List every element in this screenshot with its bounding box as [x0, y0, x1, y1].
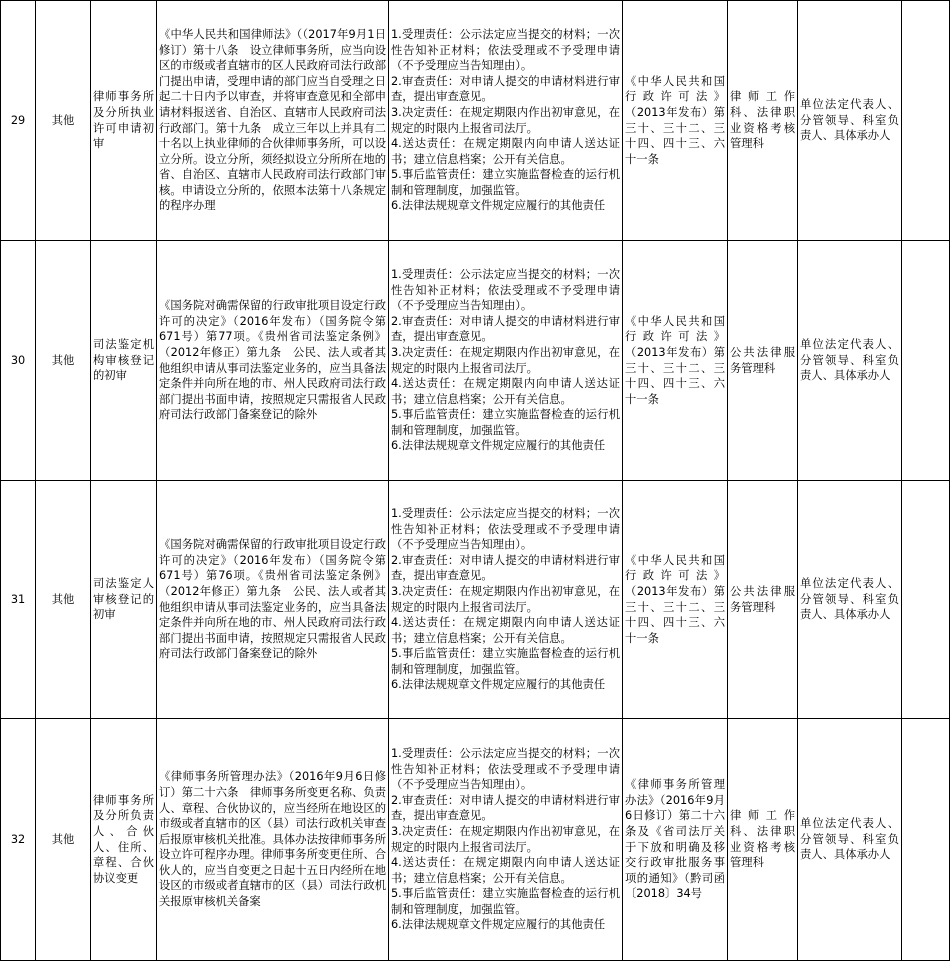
duty-item: 4.送达责任：在规定期限内向申请人送达证书；建立信息档案；公开有关信息。: [391, 377, 620, 406]
duty-item: 1.受理责任：公示法定应当提交的材料；一次性告知补正材料；依法受理或不予受理申请（不予受理应当告知理由）。: [391, 27, 620, 73]
item-category: 其他: [36, 241, 91, 481]
legal-basis: 《中华人民共和国律师法》（（2017年9月1日修订）第十八条 设立律师事务所，应当向设区的市级或者直辖市的区人民政府司法行政部门提出申请，受理申请的部门应当自受理之日起二十日内予以审查，并将审查意见和全部申请材料报送省、自治区、直辖市人民政府司法行政部门。第十九条 成立三年以上并具有二十名以上执业律师的合伙律师事务所，可以设立分所。设立分所，须经拟设立分所所在地的省、自治区、直辖市人民政府司法行政部门审核。申请设立分所的，依照本法第十八条规定的程序办理: [157, 1, 389, 241]
duty-item: 4.送达责任：在规定期限内向申请人送达证书；建立信息档案；公开有关信息。: [391, 137, 620, 166]
duty-item: 5.事后监管责任：建立实施监督检查的运行机制和管理制度，加强监管。: [391, 887, 620, 916]
table-row: [1, 241, 950, 481]
item-name: 律师事务所及分所执业许可申请初审: [91, 1, 157, 241]
responsibility-list: [389, 1, 623, 241]
responsible-person: 单位法定代表人、分管领导、科室负责人、具体承办人: [798, 481, 902, 719]
row-number: 30: [1, 241, 36, 481]
duty-item: 5.事后监管责任：建立实施监督检查的运行机制和管理制度，加强监管。: [391, 408, 620, 437]
duty-item: 5.事后监管责任：建立实施监督检查的运行机制和管理制度，加强监管。: [391, 168, 620, 197]
duty-item: 2.审查责任：对申请人提交的申请材料进行审查，提出审查意见。: [391, 74, 620, 104]
remarks-cell: [902, 1, 950, 241]
item-name: 律师事务所及分所负责人、合伙人、住所、章程、合伙协议变更: [91, 719, 157, 961]
duty-item: 4.送达责任：在规定期限内向申请人送达证书；建立信息档案；公开有关信息。: [391, 616, 620, 645]
duty-item: 1.受理责任：公示法定应当提交的材料；一次性告知补正材料；依法受理或不予受理申请（不予受理应当告知理由）。: [391, 506, 620, 552]
responsibility-basis: 《律师事务所管理办法》（2016年9月6日修订）第二十六条及《省司法厅关于下放和明确及移交行政审批服务事项的通知》（黔司函〔2018〕34号: [623, 719, 728, 961]
legal-basis: 《律师事务所管理办法》（2016年9月6日修订）第二十六条 律师事务所变更名称、负责人、章程、合伙协议的，应当经所在地设区的市级或者直辖市的区（县）司法行政机关审查后报原审核机关批准。具体办法按律师事务所设立许可程序办理。律师事务所变更住所、合伙人的，应当自变更之日起十五日内经所在地设区的市级或者直辖市的区（县）司法行政机关报原审核机关备案: [157, 719, 389, 961]
responsible-person: 单位法定代表人、分管领导、科室负责人、具体承办人: [798, 1, 902, 241]
item-name: 司法鉴定机构审核登记的初审: [91, 241, 157, 481]
remarks-cell: [902, 241, 950, 481]
duty-item: 1.受理责任：公示法定应当提交的材料；一次性告知补正材料；依法受理或不予受理申请（不予受理应当告知理由）。: [391, 746, 620, 792]
table-row: [1, 481, 950, 719]
duty-item: 4.送达责任：在规定期限内向申请人送达证书；建立信息档案；公开有关信息。: [391, 856, 620, 885]
remarks-cell: [902, 719, 950, 961]
duty-item: 1.受理责任：公示法定应当提交的材料；一次性告知补正材料；依法受理或不予受理申请（不予受理应当告知理由）。: [391, 267, 620, 313]
table-row: [1, 719, 950, 961]
duty-item: 6.法律法规规章文件规定应履行的其他责任: [391, 918, 606, 932]
duty-item: 2.审查责任：对申请人提交的申请材料进行审查，提出审查意见。: [391, 793, 620, 823]
duty-item: 3.决定责任：在规定期限内作出初审意见，在规定的时限内上报省司法厅。: [391, 584, 620, 614]
row-number: 29: [1, 1, 36, 241]
duty-item: 3.决定责任：在规定期限内作出初审意见，在规定的时限内上报省司法厅。: [391, 105, 620, 135]
duty-item: 6.法律法规规章文件规定应履行的其他责任: [391, 199, 606, 213]
item-category: 其他: [36, 719, 91, 961]
table-row: [1, 1, 950, 241]
item-category: 其他: [36, 1, 91, 241]
responsible-person: 单位法定代表人、分管领导、科室负责人、具体承办人: [798, 241, 902, 481]
responsible-department: 公共法律服务管理科: [728, 481, 798, 719]
responsibility-list: [389, 719, 623, 961]
responsibility-basis: 《中华人民共和国行政许可法》（2013年发布）第三十、三十二、三十四、四十三、六十一条: [623, 481, 728, 719]
responsibility-basis: 《中华人民共和国行政许可法》（2013年发布）第三十、三十二、三十四、四十三、六十一条: [623, 241, 728, 481]
responsible-person: 单位法定代表人、分管领导、科室负责人、具体承办人: [798, 719, 902, 961]
duty-item: 2.审查责任：对申请人提交的申请材料进行审查，提出审查意见。: [391, 553, 620, 583]
responsible-department: 律师工作科、法律职业资格考核管理科: [728, 719, 798, 961]
legal-basis: 《国务院对确需保留的行政审批项目设定行政许可的决定》（2016年发布）（国务院令第671号）第76项。《贵州省司法鉴定条例》（2012年修正）第九条 公民、法人或者其他组织申请从事司法鉴定业务的，应当具备法定条件并向所在地的市、州人民政府司法行政部门提出书面申请，按照规定只需报省人民政府司法行政部门备案登记的除外: [157, 481, 389, 719]
item-name: 司法鉴定人审核登记的初审: [91, 481, 157, 719]
remarks-cell: [902, 481, 950, 719]
item-category: 其他: [36, 481, 91, 719]
responsibility-basis: 《中华人民共和国行政许可法》（2013年发布）第三十、三十二、三十四、四十三、六十一条: [623, 1, 728, 241]
responsible-department: 公共法律服务管理科: [728, 241, 798, 481]
duty-item: 3.决定责任：在规定期限内作出初审意见，在规定的时限内上报省司法厅。: [391, 824, 620, 854]
row-number: 31: [1, 481, 36, 719]
responsibility-list: [389, 241, 623, 481]
responsibility-list: [389, 481, 623, 719]
duty-item: 5.事后监管责任：建立实施监督检查的运行机制和管理制度，加强监管。: [391, 647, 620, 676]
row-number: 32: [1, 719, 36, 961]
duty-item: 3.决定责任：在规定期限内作出初审意见，在规定的时限内上报省司法厅。: [391, 345, 620, 375]
duty-item: 2.审查责任：对申请人提交的申请材料进行审查，提出审查意见。: [391, 314, 620, 344]
legal-basis: 《国务院对确需保留的行政审批项目设定行政许可的决定》（2016年发布）（国务院令第671号）第77项。《贵州省司法鉴定条例》（2012年修正）第九条 公民、法人或者其他组织申请从事司法鉴定业务的，应当具备法定条件并向所在地的市、州人民政府司法行政部门提出书面申请，按照规定只需报省人民政府司法行政部门备案登记的除外: [157, 241, 389, 481]
responsible-department: 律师工作科、法律职业资格考核管理科: [728, 1, 798, 241]
duty-item: 6.法律法规规章文件规定应履行的其他责任: [391, 439, 606, 453]
duty-item: 6.法律法规规章文件规定应履行的其他责任: [391, 678, 606, 692]
